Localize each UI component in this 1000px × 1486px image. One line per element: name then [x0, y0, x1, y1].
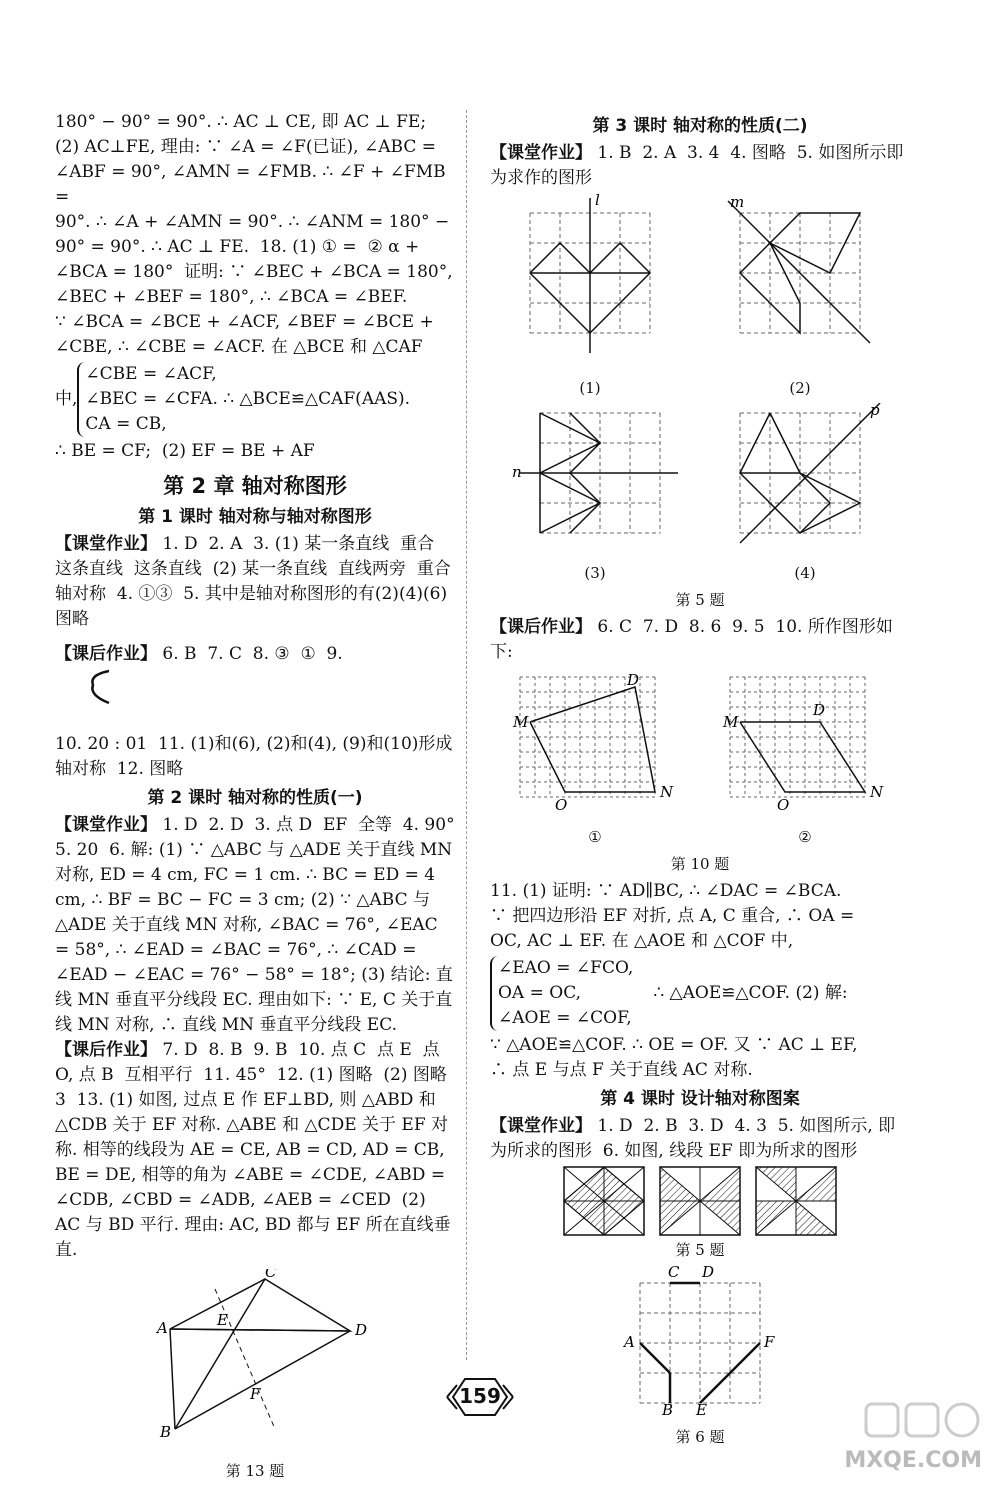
subfigure-label: ① [588, 828, 602, 846]
section-tag: 【课后作业】 [55, 644, 157, 664]
answer-text: 6. C 7. D 8. 6 9. 5 10. 所作图形如下: [490, 617, 893, 662]
grid-diagram [720, 193, 880, 368]
lesson-title: 第 4 课时 设计轴对称图案 [600, 1089, 800, 1109]
figure-13 [55, 1269, 455, 1484]
watermark-text: MXQE.COM [844, 1448, 982, 1473]
answer-text: 10. 20 : 01 11. (1)和(6), (2)和(4), (9)和(10)形成轴对称 12. 图略 [55, 734, 453, 779]
label-e: E [217, 1311, 228, 1329]
subfigure-label: (1) [579, 379, 601, 397]
grid-diagram [720, 403, 890, 553]
brace-system [490, 956, 633, 1031]
watermark [844, 1400, 982, 1473]
lesson-title: 第 3 课时 轴对称的性质(二) [592, 116, 808, 136]
q11 [490, 879, 910, 1083]
brace-line: OA = OC, [498, 983, 582, 1003]
label-m: m [730, 193, 745, 211]
label-n: N [660, 783, 674, 801]
brace-line: ∠CBE = ∠ACF, [85, 364, 217, 384]
section-tag: 【课堂作业】 [55, 815, 157, 835]
text-line: 90°. ∴ ∠A + ∠AMN = 90°. ∴ ∠ANM = 180° − [55, 212, 450, 232]
text-line: 11. (1) 证明: ∵ AD∥BC, ∴ ∠DAC = ∠BCA. [490, 881, 842, 901]
label-p: p [870, 403, 880, 419]
grid-figure-1 [520, 193, 660, 401]
label-m: M [513, 713, 529, 731]
right-column [490, 110, 910, 1452]
lesson-title: 第 1 课时 轴对称与轴对称图形 [138, 507, 372, 527]
subfigure-label: (2) [789, 379, 811, 397]
figure-5-patterns [490, 1166, 910, 1263]
text-line: OC, AC ⊥ EF. 在 △AOE 和 △COF 中, [490, 931, 794, 951]
answer-text: 1. D 2. B 3. D 4. 3 5. 如图所示, 即为所求的图形 6. 如图, 线段 EF 即为所求的图形 [490, 1116, 896, 1161]
label-n: n [512, 463, 522, 481]
text-line: ∵ 把四边形沿 EF 对折, 点 A, C 重合, ∴ OA = [490, 906, 855, 926]
grid-diagram [610, 1265, 790, 1415]
grid-diagram [510, 403, 680, 553]
label-d: D [627, 671, 640, 689]
label-f: F [250, 1385, 261, 1403]
label-c: C [668, 1265, 680, 1281]
section-tag: 【课后作业】 [490, 617, 592, 637]
figure-caption: 第 5 题 [675, 1241, 725, 1259]
section-tag: 【课堂作业】 [490, 143, 592, 163]
answer-block [490, 141, 910, 191]
page-number [445, 1375, 515, 1419]
label-o: O [555, 796, 568, 814]
text-line: (2) AC⊥FE, 理由: ∵ ∠A = ∠F(已证), ∠ABC = [55, 137, 436, 157]
text-line: ∵ △AOE≌△COF. ∴ OE = OF. 又 ∵ AC ⊥ EF, [490, 1035, 858, 1055]
text-line: ∠BCA = 180° 证明: ∵ ∠BEC + ∠BCA = 180°, [55, 262, 453, 282]
label-d: D [813, 701, 826, 719]
section-tag: 【课堂作业】 [55, 534, 157, 554]
text-line: ∴ BE = CF; (2) EF = BE + AF [55, 441, 315, 461]
section-tag: 【课堂作业】 [490, 1116, 592, 1136]
subfigure-label: ② [798, 828, 812, 846]
brace-line: ∠BEC = ∠CFA. ∴ △BCE≌△CAF(AAS). [85, 389, 411, 409]
text-line: 180° − 90° = 90°. ∴ AC ⊥ CE, 即 AC ⊥ FE; [55, 112, 427, 132]
grid-figure-4 [720, 403, 890, 586]
brace-system [77, 362, 410, 437]
quad-figure-2 [715, 667, 895, 850]
answer-block [490, 1114, 910, 1164]
label-c: C [265, 1269, 277, 1281]
label-b: B [160, 1423, 172, 1441]
page-number-text: 159 [459, 1384, 501, 1408]
text-line: ∠BEC + ∠BEF = 180°, ∴ ∠BCA = ∠BEF. [55, 287, 408, 307]
label-n: N [870, 783, 884, 801]
text-line: ∴ 点 E 与点 F 关于直线 AC 对称. [490, 1060, 753, 1080]
label-a: A [157, 1319, 168, 1337]
pattern-1 [563, 1166, 645, 1236]
figure-caption: 第 13 题 [225, 1462, 285, 1480]
label-a: A [624, 1333, 635, 1351]
grid-diagram [715, 667, 895, 817]
grid-diagram [520, 193, 660, 368]
figure-caption: 第 6 题 [675, 1428, 725, 1446]
answer-block [55, 532, 462, 632]
brace-line: ∠EAO = ∠FCO, [498, 958, 634, 978]
figure-caption: 第 10 题 [670, 855, 730, 873]
text-line: ∵ ∠BCA = ∠BCE + ∠ACF, ∠BEF = ∠BCE + [55, 312, 434, 332]
label-o: O [777, 796, 790, 814]
figure-10 [490, 667, 910, 877]
q18-continued [55, 110, 455, 464]
label-m: M [723, 713, 739, 731]
brace-line: CA = CB, [85, 414, 167, 434]
answer-text: 6. B 7. C 8. ③ ① 9. [157, 644, 343, 664]
watermark-logo-icon [862, 1400, 982, 1444]
subfigure-label: (4) [794, 564, 816, 582]
answer-block [55, 642, 455, 732]
answer-block [55, 1038, 458, 1263]
answer-text: 7. D 8. B 9. B 10. 点 C 点 E 点 O, 点 B 互相平行 11. 45° 12. (1) 图略 (2) 图略 3 13. (1) 如图, 过点 E 作 EF⊥BD, 则 △ABD 和 △CDB 关于 EF 对称. △ABE 和 △CDE 关于 EF 对称. 相等的线段为 AE = CE, AB = CD, AD = CB, BE = DE, 相等的角为 ∠ABE = ∠CDE, ∠ABD = ∠CDB, ∠CBD = ∠ADB, ∠AEB = ∠CED (2) AC 与 BD 平行. 理由: AC, BD 都与 EF 所在直线垂直. [55, 1040, 458, 1260]
label-d: D [355, 1321, 368, 1339]
answer-text: 1. B 2. A 3. 4 4. 图略 5. 如图所示即为求作的图形 [490, 143, 904, 188]
label-e: E [696, 1401, 707, 1415]
answer-text: 1. D 2. A 3. (1) 某一条直线 重合 这条直线 这条直线 (2) 某一条直线 直线两旁 重合 轴对称 4. ①③ 5. 其中是轴对称图形的有(2)(4)(6) 图略 [55, 534, 462, 629]
grid-figure-3 [510, 403, 680, 586]
text-line: ∠CBE, ∴ ∠CBE = ∠ACF. 在 △BCE 和 △CAF [55, 337, 423, 357]
label-b: B [662, 1401, 674, 1415]
answer-text: 1. D 2. D 3. 点 D EF 全等 4. 90° 5. 20 6. 解: (1) ∵ △ABC 与 △ADE 关于直线 MN 对称, ED = 4 cm, FC = 1 cm. ∴ BC = ED = 4 cm, ∴ BF = BC − FC = 3 cm; (2) ∵ △ABC 与 △ADE 关于直线 MN 对称, ∠BAC = 76°, ∠EAC = 58°, ∴ ∠EAD = ∠BAC = 76°, ∴ ∠CAD = ∠EAD − ∠EAC = 76° − 58° = 18°; (3) 结论: 直线 MN 垂直平分线段 EC. 理由如下: ∵ E, C 关于直线 MN 对称, ∴ 直线 MN 垂直平分线段 EC. [55, 815, 466, 1035]
figure-caption: 第 5 题 [675, 591, 725, 609]
label-l: l [595, 193, 600, 209]
label-d: D [702, 1265, 715, 1281]
chapter-title: 第 2 章 轴对称图形 [163, 474, 347, 498]
text-line: ∠ABF = 90°, ∠AMN = ∠FMB. ∴ ∠F + ∠FMB = [55, 162, 452, 207]
figure-5 [490, 193, 910, 613]
answer-block [55, 813, 466, 1038]
section-tag: 【课后作业】 [55, 1040, 157, 1060]
lesson-title: 第 2 课时 轴对称的性质(一) [147, 788, 363, 808]
grid-diagram [505, 667, 685, 817]
figure-13-diagram [125, 1269, 385, 1449]
text-line: 90° = 90°. ∴ AC ⊥ FE. 18. (1) ① = ② α + [55, 237, 420, 257]
answer-block [490, 615, 910, 665]
quad-figure-1 [505, 667, 685, 850]
column-divider [466, 110, 467, 1360]
text-line: 中, [55, 389, 78, 409]
figure-shape-icon [85, 667, 115, 707]
pattern-2 [659, 1166, 741, 1236]
subfigure-label: (3) [584, 564, 606, 582]
grid-figure-2 [720, 193, 880, 401]
label-f: F [764, 1333, 775, 1351]
left-column [55, 110, 466, 1486]
brace-line: ∠AOE = ∠COF, [498, 1008, 632, 1028]
pattern-3 [755, 1166, 837, 1236]
text-line: ∴ △AOE≌△COF. (2) 解: [653, 983, 848, 1003]
